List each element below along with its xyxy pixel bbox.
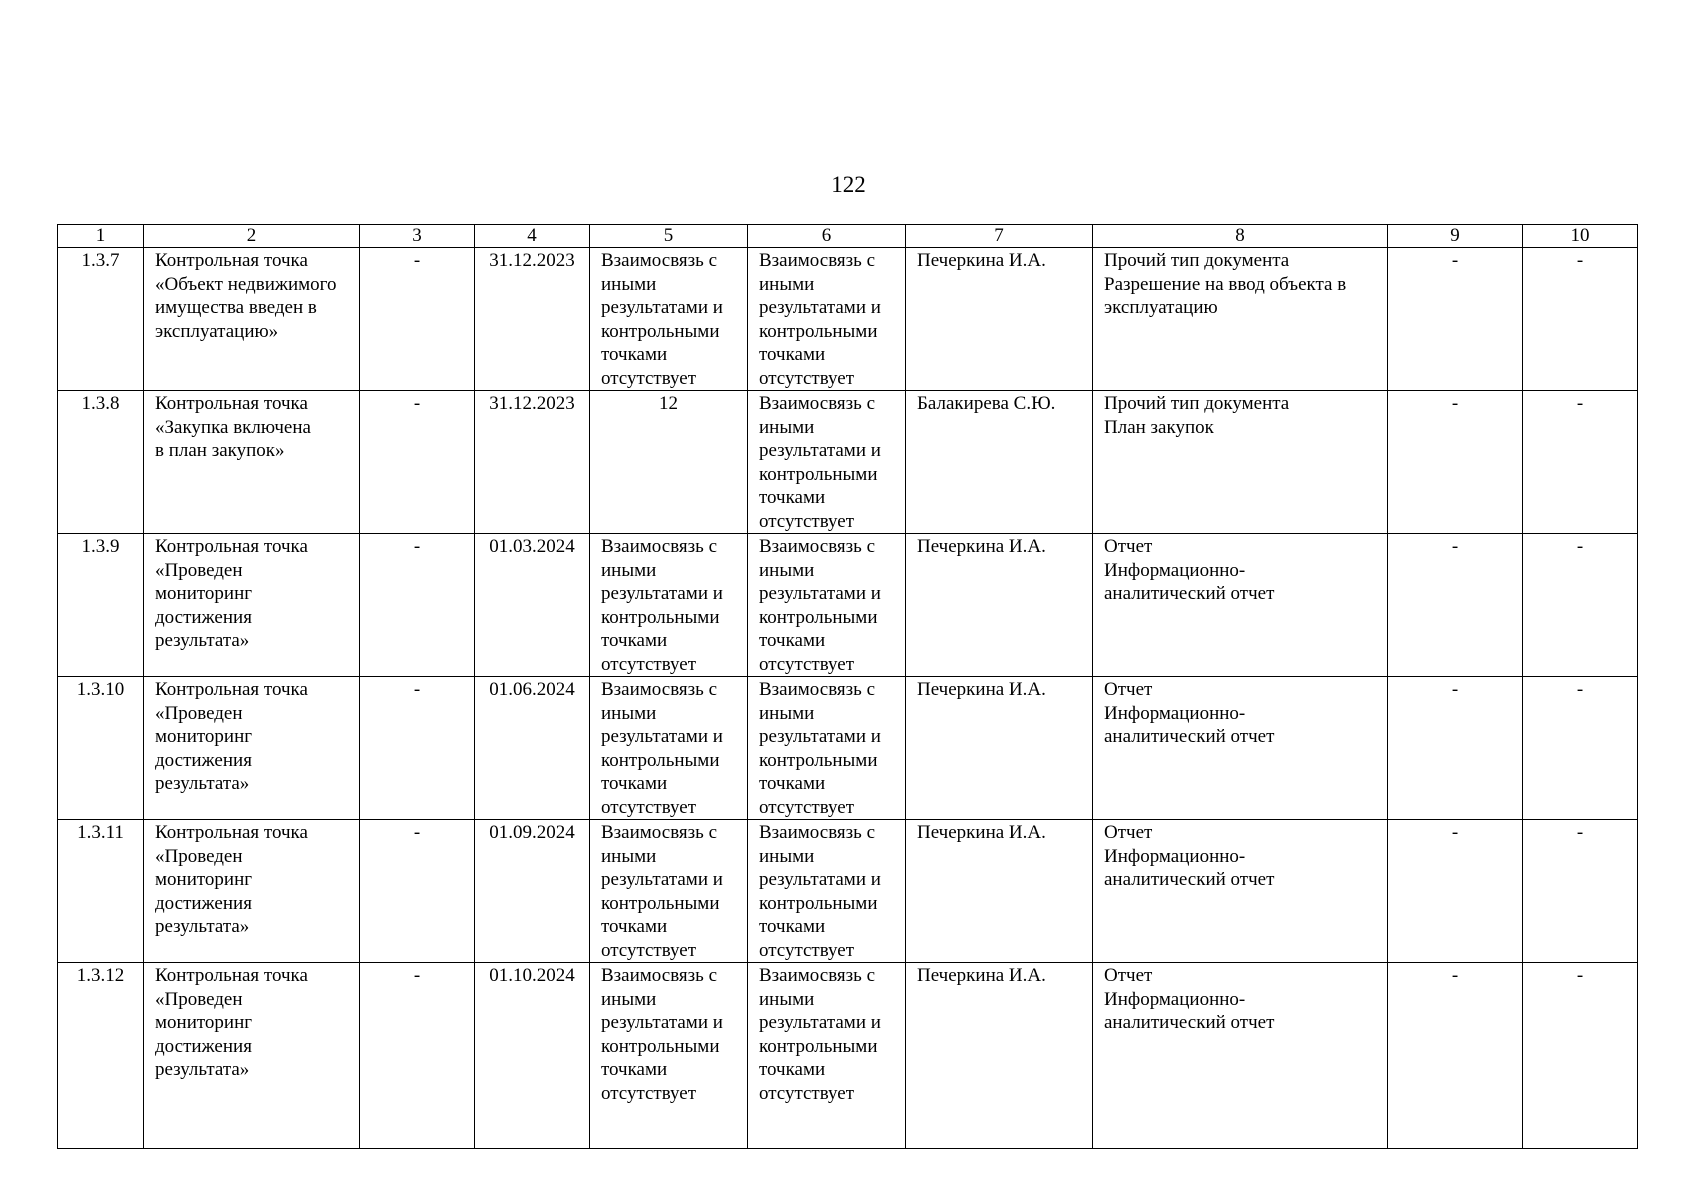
column-3-value: - bbox=[360, 391, 475, 534]
column-9-value: - bbox=[1388, 820, 1523, 963]
relation-col-6-line: Взаимосвязь с bbox=[759, 250, 876, 271]
relation-col-5-line: Взаимосвязь с bbox=[601, 679, 718, 700]
document-type-line: аналитический отчет bbox=[1104, 1012, 1275, 1033]
control-point-name bbox=[144, 677, 360, 820]
relation-col-6-line: результатами и bbox=[759, 583, 881, 604]
relation-col-6-line: контрольными bbox=[759, 892, 878, 914]
control-point-name-line: Контрольная точка bbox=[155, 536, 308, 557]
relation-col-6-line: Взаимосвязь с bbox=[759, 393, 876, 414]
control-point-name-line: мониторинг bbox=[155, 726, 253, 747]
control-point-name-line: «Закупка включена bbox=[155, 416, 311, 438]
control-point-name-line: достижения bbox=[155, 749, 252, 771]
relation-col-6-line: результатами и bbox=[759, 297, 881, 318]
relation-col-5-line: отсутствует bbox=[601, 1082, 697, 1104]
relation-col-5-line: контрольными bbox=[601, 749, 720, 771]
relation-col-5-line: контрольными bbox=[601, 1035, 720, 1057]
relation-col-6 bbox=[748, 248, 906, 391]
relation-col-6-line: контрольными bbox=[759, 749, 878, 771]
control-points-table bbox=[57, 224, 1638, 1149]
deadline-date: 01.03.2024 bbox=[475, 534, 590, 677]
relation-col-5 bbox=[590, 820, 748, 963]
relation-col-6-line: отсутствует bbox=[759, 653, 855, 675]
control-point-name-line: достижения bbox=[155, 606, 252, 628]
column-number: 4 bbox=[475, 225, 590, 248]
relation-col-6-line: контрольными bbox=[759, 606, 878, 628]
document-type-line: Отчет bbox=[1104, 679, 1153, 700]
responsible-person: Балакирева С.Ю. bbox=[906, 391, 1093, 534]
column-10-value: - bbox=[1523, 963, 1638, 1149]
relation-col-5-line: точками bbox=[601, 344, 668, 365]
control-point-name bbox=[144, 391, 360, 534]
control-point-name-line: достижения bbox=[155, 1035, 252, 1057]
relation-col-6-line: иными bbox=[759, 988, 815, 1010]
control-point-name-line: Контрольная точка bbox=[155, 822, 308, 843]
column-10-value: - bbox=[1523, 820, 1638, 963]
control-point-name-line: результата» bbox=[155, 1059, 250, 1080]
relation-col-5-line: результатами и bbox=[601, 583, 723, 604]
relation-col-5-line: отсутствует bbox=[601, 653, 697, 675]
document-type-line: Прочий тип документа bbox=[1104, 250, 1290, 271]
relation-col-6-line: точками bbox=[759, 1059, 826, 1080]
relation-col-6-line: Взаимосвязь с bbox=[759, 822, 876, 843]
table-row bbox=[58, 677, 1638, 820]
document-type-line: Информационно- bbox=[1104, 845, 1246, 867]
relation-col-6 bbox=[748, 534, 906, 677]
row-number: 1.3.8 bbox=[58, 391, 144, 534]
relation-col-5-line: иными bbox=[601, 702, 657, 724]
relation-col-6-line: отсутствует bbox=[759, 796, 855, 818]
control-point-name-line: «Проведен bbox=[155, 702, 243, 724]
column-9-value: - bbox=[1388, 534, 1523, 677]
relation-col-5 bbox=[590, 248, 748, 391]
row-number: 1.3.7 bbox=[58, 248, 144, 391]
column-9-value: - bbox=[1388, 677, 1523, 820]
document-type bbox=[1093, 248, 1388, 391]
column-9-value: - bbox=[1388, 391, 1523, 534]
column-number: 10 bbox=[1523, 225, 1638, 248]
control-point-name bbox=[144, 963, 360, 1149]
column-3-value: - bbox=[360, 248, 475, 391]
document-type-line: Отчет bbox=[1104, 822, 1153, 843]
relation-col-5 bbox=[590, 677, 748, 820]
document-type-line: Информационно- bbox=[1104, 559, 1246, 581]
relation-col-6-line: Взаимосвязь с bbox=[759, 965, 876, 986]
relation-col-5-line: результатами и bbox=[601, 297, 723, 318]
document-type-line: План закупок bbox=[1104, 416, 1214, 438]
column-number: 1 bbox=[58, 225, 144, 248]
column-number: 9 bbox=[1388, 225, 1523, 248]
relation-col-6-line: иными bbox=[759, 702, 815, 724]
relation-col-5-line: 12 bbox=[659, 393, 678, 414]
control-point-name-line: эксплуатацию» bbox=[155, 320, 279, 342]
column-number: 2 bbox=[144, 225, 360, 248]
table-row bbox=[58, 534, 1638, 677]
control-point-name-line: мониторинг bbox=[155, 1012, 253, 1033]
relation-col-5-line: Взаимосвязь с bbox=[601, 536, 718, 557]
responsible-person: Печеркина И.А. bbox=[906, 677, 1093, 820]
document-type-line: Отчет bbox=[1104, 965, 1153, 986]
relation-col-6 bbox=[748, 820, 906, 963]
deadline-date: 31.12.2023 bbox=[475, 391, 590, 534]
relation-col-5-line: результатами и bbox=[601, 1012, 723, 1033]
relation-col-6-line: отсутствует bbox=[759, 367, 855, 389]
document-type-line: аналитический отчет bbox=[1104, 726, 1275, 747]
column-3-value: - bbox=[360, 534, 475, 677]
relation-col-6-line: отсутствует bbox=[759, 939, 855, 961]
relation-col-6-line: результатами и bbox=[759, 869, 881, 890]
document-type-line: Разрешение на ввод объекта в bbox=[1104, 273, 1347, 295]
control-point-name-line: Контрольная точка bbox=[155, 965, 308, 986]
control-point-name-line: достижения bbox=[155, 892, 252, 914]
control-point-name bbox=[144, 248, 360, 391]
relation-col-5-line: Взаимосвязь с bbox=[601, 822, 718, 843]
relation-col-6-line: иными bbox=[759, 416, 815, 438]
control-point-name-line: «Объект недвижимого bbox=[155, 273, 337, 295]
relation-col-6 bbox=[748, 963, 906, 1149]
control-point-name bbox=[144, 534, 360, 677]
column-number: 8 bbox=[1093, 225, 1388, 248]
control-point-name-line: Контрольная точка bbox=[155, 250, 308, 271]
relation-col-6 bbox=[748, 391, 906, 534]
relation-col-6-line: Взаимосвязь с bbox=[759, 536, 876, 557]
control-point-name-line: имущества введен в bbox=[155, 297, 317, 318]
relation-col-6-line: иными bbox=[759, 273, 815, 295]
relation-col-5-line: Взаимосвязь с bbox=[601, 250, 718, 271]
column-number: 5 bbox=[590, 225, 748, 248]
control-point-name-line: Контрольная точка bbox=[155, 393, 308, 414]
relation-col-6-line: результатами и bbox=[759, 726, 881, 747]
relation-col-6-line: иными bbox=[759, 559, 815, 581]
column-9-value: - bbox=[1388, 963, 1523, 1149]
deadline-date: 01.06.2024 bbox=[475, 677, 590, 820]
control-point-name-line: Контрольная точка bbox=[155, 679, 308, 700]
relation-col-6-line: точками bbox=[759, 630, 826, 651]
document-type bbox=[1093, 391, 1388, 534]
responsible-person: Печеркина И.А. bbox=[906, 534, 1093, 677]
column-number: 7 bbox=[906, 225, 1093, 248]
relation-col-5-line: иными bbox=[601, 988, 657, 1010]
relation-col-5 bbox=[590, 963, 748, 1149]
relation-col-5-line: иными bbox=[601, 273, 657, 295]
control-point-name-line: «Проведен bbox=[155, 559, 243, 581]
document-type-line: Отчет bbox=[1104, 536, 1153, 557]
control-point-name-line: в план закупок» bbox=[155, 440, 285, 461]
relation-col-6-line: отсутствует bbox=[759, 1082, 855, 1104]
column-number: 6 bbox=[748, 225, 906, 248]
control-point-name-line: «Проведен bbox=[155, 845, 243, 867]
relation-col-6-line: результатами и bbox=[759, 1012, 881, 1033]
relation-col-5-line: Взаимосвязь с bbox=[601, 965, 718, 986]
relation-col-6-line: точками bbox=[759, 487, 826, 508]
row-number: 1.3.12 bbox=[58, 963, 144, 1149]
table-row bbox=[58, 391, 1638, 534]
deadline-date: 01.09.2024 bbox=[475, 820, 590, 963]
responsible-person: Печеркина И.А. bbox=[906, 963, 1093, 1149]
relation-col-5-line: контрольными bbox=[601, 606, 720, 628]
relation-col-5 bbox=[590, 534, 748, 677]
document-type bbox=[1093, 963, 1388, 1149]
relation-col-6 bbox=[748, 677, 906, 820]
relation-col-5-line: точками bbox=[601, 1059, 668, 1080]
relation-col-6-line: точками bbox=[759, 344, 826, 365]
relation-col-5-line: результатами и bbox=[601, 726, 723, 747]
relation-col-5-line: контрольными bbox=[601, 892, 720, 914]
relation-col-5-line: отсутствует bbox=[601, 367, 697, 389]
control-point-name-line: мониторинг bbox=[155, 583, 253, 604]
column-10-value: - bbox=[1523, 391, 1638, 534]
document-type bbox=[1093, 534, 1388, 677]
relation-col-5-line: точками bbox=[601, 773, 668, 794]
relation-col-5-line: точками bbox=[601, 630, 668, 651]
relation-col-5-line: точками bbox=[601, 916, 668, 937]
column-10-value: - bbox=[1523, 248, 1638, 391]
column-number-row bbox=[58, 225, 1638, 248]
control-point-name-line: результата» bbox=[155, 916, 250, 937]
document-type-line: аналитический отчет bbox=[1104, 869, 1275, 890]
table-row bbox=[58, 963, 1638, 1149]
relation-col-6-line: контрольными bbox=[759, 1035, 878, 1057]
control-point-name-line: результата» bbox=[155, 630, 250, 651]
relation-col-5-line: иными bbox=[601, 845, 657, 867]
relation-col-5-line: результатами и bbox=[601, 869, 723, 890]
control-point-name-line: «Проведен bbox=[155, 988, 243, 1010]
deadline-date: 31.12.2023 bbox=[475, 248, 590, 391]
control-point-name bbox=[144, 820, 360, 963]
relation-col-6-line: точками bbox=[759, 773, 826, 794]
document-type bbox=[1093, 677, 1388, 820]
relation-col-6-line: отсутствует bbox=[759, 510, 855, 532]
column-10-value: - bbox=[1523, 677, 1638, 820]
column-3-value: - bbox=[360, 963, 475, 1149]
relation-col-6-line: контрольными bbox=[759, 463, 878, 485]
row-number: 1.3.9 bbox=[58, 534, 144, 677]
relation-col-5-line: контрольными bbox=[601, 320, 720, 342]
responsible-person: Печеркина И.А. bbox=[906, 248, 1093, 391]
deadline-date: 01.10.2024 bbox=[475, 963, 590, 1149]
relation-col-5-line: иными bbox=[601, 559, 657, 581]
column-10-value: - bbox=[1523, 534, 1638, 677]
row-number: 1.3.10 bbox=[58, 677, 144, 820]
document-type-line: Информационно- bbox=[1104, 702, 1246, 724]
row-number: 1.3.11 bbox=[58, 820, 144, 963]
page-number: 122 bbox=[831, 172, 866, 197]
document-type-line: эксплуатацию bbox=[1104, 297, 1218, 318]
relation-col-5 bbox=[590, 391, 748, 534]
document-type bbox=[1093, 820, 1388, 963]
relation-col-5-line: отсутствует bbox=[601, 796, 697, 818]
relation-col-6-line: иными bbox=[759, 845, 815, 867]
control-point-name-line: мониторинг bbox=[155, 869, 253, 890]
relation-col-6-line: Взаимосвязь с bbox=[759, 679, 876, 700]
document-type-line: Информационно- bbox=[1104, 988, 1246, 1010]
relation-col-5-line: отсутствует bbox=[601, 939, 697, 961]
column-3-value: - bbox=[360, 677, 475, 820]
control-point-name-line: результата» bbox=[155, 773, 250, 794]
column-3-value: - bbox=[360, 820, 475, 963]
column-number: 3 bbox=[360, 225, 475, 248]
column-9-value: - bbox=[1388, 248, 1523, 391]
table-row bbox=[58, 248, 1638, 391]
responsible-person: Печеркина И.А. bbox=[906, 820, 1093, 963]
document-type-line: аналитический отчет bbox=[1104, 583, 1275, 604]
table-row bbox=[58, 820, 1638, 963]
relation-col-6-line: контрольными bbox=[759, 320, 878, 342]
document-type-line: Прочий тип документа bbox=[1104, 393, 1290, 414]
relation-col-6-line: результатами и bbox=[759, 440, 881, 461]
relation-col-6-line: точками bbox=[759, 916, 826, 937]
